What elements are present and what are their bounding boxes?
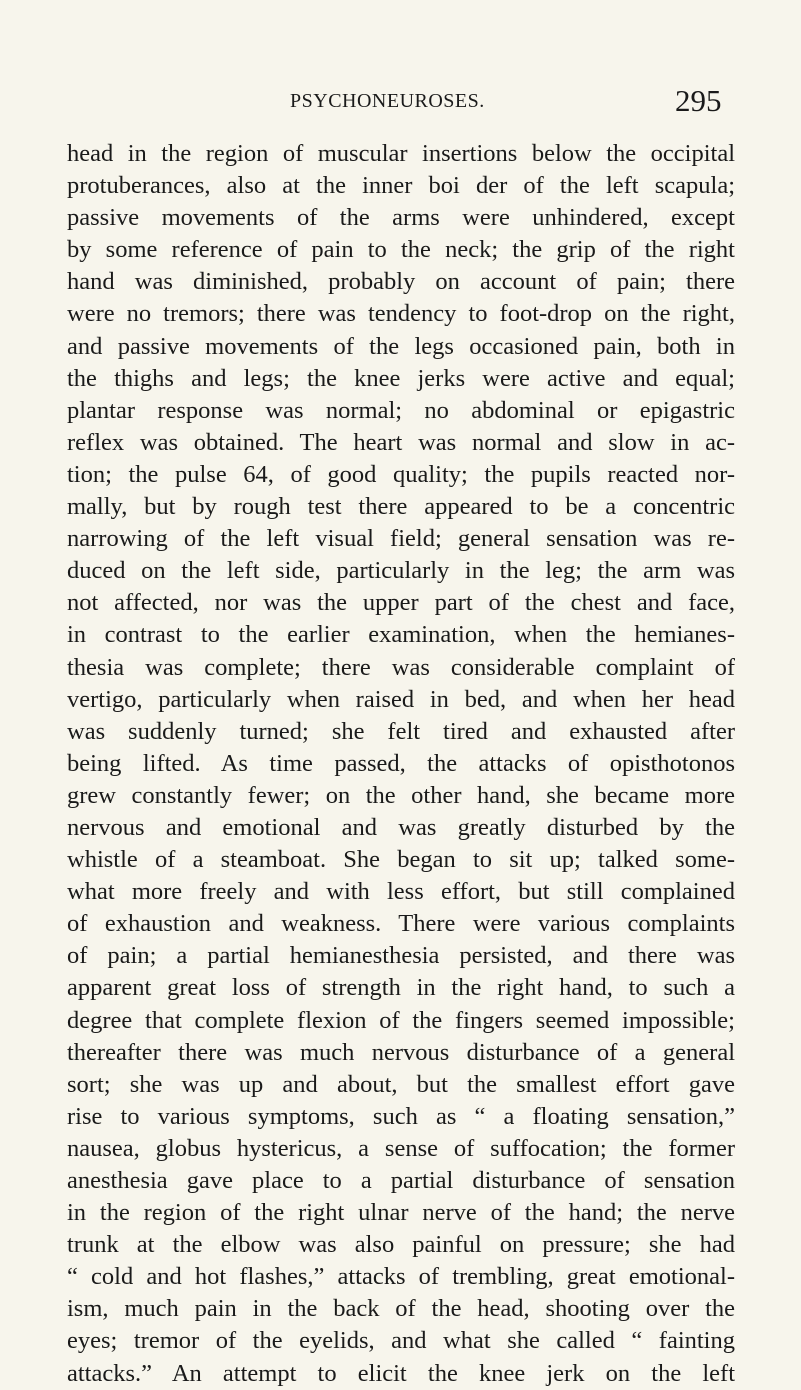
running-head — [0, 83, 801, 118]
running-title: PSYCHONEUROSES. — [290, 90, 485, 112]
text-line: in contrast to the earlier examination, when the hemianes- — [67, 621, 735, 649]
text-line: whistle of a steamboat. She began to sit up; talked some- — [67, 846, 735, 874]
text-line: mally, but by rough test there appeared to be a concentric — [67, 493, 735, 521]
text-line: in the region of the right ulnar nerve of the hand; the nerve — [67, 1199, 735, 1227]
text-line: degree that complete flexion of the fingers seemed impossible; — [67, 1006, 735, 1034]
text-line: attacks.” An attempt to elicit the knee jerk on the left — [67, 1359, 735, 1387]
text-line: rise to various symptoms, such as “ a floating sensation,” — [67, 1102, 735, 1130]
text-line: head in the region of muscular insertions below the occipital — [67, 140, 735, 167]
text-line: thesia was complete; there was considerable complaint of — [67, 653, 735, 681]
text-line: hand was diminished, probably on account of pain; there — [67, 268, 735, 296]
body-text — [67, 138, 735, 1390]
text-line: nervous and emotional and was greatly disturbed by the — [67, 813, 735, 841]
text-line: duced on the left side, particularly in the leg; the arm was — [67, 557, 735, 585]
text-line: what more freely and with less effort, but still complained — [67, 878, 735, 906]
text-line: eyes; tremor of the eyelids, and what she called “ fainting — [67, 1327, 735, 1355]
text-line: anesthesia gave place to a partial disturbance of sensation — [67, 1167, 735, 1194]
text-line: reflex was obtained. The heart was normal and slow in ac- — [67, 428, 735, 456]
page-number: 295 — [675, 83, 722, 118]
text-line: and passive movements of the legs occasioned pain, both in — [67, 332, 735, 360]
text-line: plantar response was normal; no abdominal or epigastric — [67, 396, 735, 424]
text-line: of exhaustion and weakness. There were various complaints — [67, 910, 735, 938]
text-line: sort; she was up and about, but the smallest effort gave — [67, 1070, 735, 1098]
text-line: passive movements of the arms were unhindered, except — [67, 204, 735, 232]
text-line: narrowing of the left visual field; general sensation was re- — [67, 525, 735, 553]
text-line: was suddenly turned; she felt tired and exhausted after — [67, 717, 735, 745]
text-line: nausea, globus hystericus, a sense of suffocation; the former — [67, 1134, 735, 1162]
text-line: vertigo, particularly when raised in bed, and when her head — [67, 685, 735, 713]
text-line: of pain; a partial hemianesthesia persisted, and there was — [67, 942, 735, 970]
text-line: thereafter there was much nervous disturbance of a general — [67, 1038, 735, 1066]
text-line: were no tremors; there was tendency to foot-drop on the right, — [67, 300, 735, 328]
text-line: being lifted. As time passed, the attacks of opisthotonos — [67, 749, 735, 777]
text-line: protuberances, also at the inner boi der of the left scapula; — [67, 172, 735, 200]
text-line: “ cold and hot flashes,” attacks of trembling, great emotional- — [67, 1263, 735, 1291]
text-line: the thighs and legs; the knee jerks were active and equal; — [67, 364, 735, 392]
text-line: trunk at the elbow was also painful on pressure; she had — [67, 1231, 735, 1259]
text-line: by some reference of pain to the neck; the grip of the right — [67, 236, 735, 264]
text-line: tion; the pulse 64, of good quality; the pupils reacted nor- — [67, 460, 735, 488]
text-line: not affected, nor was the upper part of the chest and face, — [67, 589, 735, 617]
text-line: ism, much pain in the back of the head, shooting over the — [67, 1295, 735, 1323]
text-line: grew constantly fewer; on the other hand, she became more — [67, 781, 735, 809]
text-line: apparent great loss of strength in the right hand, to such a — [67, 974, 735, 1002]
